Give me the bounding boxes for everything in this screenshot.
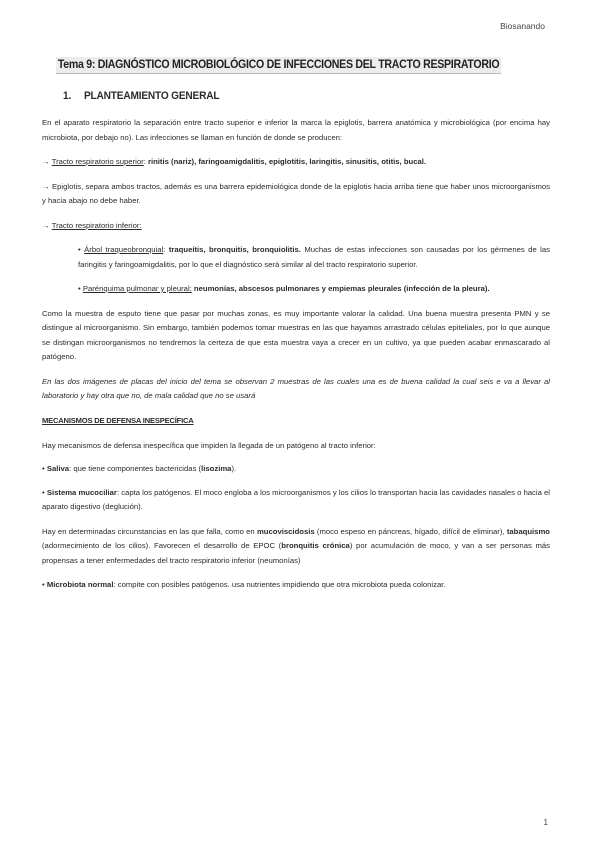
bullet-dot: • [78,284,83,293]
page-number: 1 [543,818,548,827]
separator: : [163,245,169,254]
text: (adormecimiento de los cilios). Favorecen el desarrollo de EPOC ( [42,541,282,550]
bullet-dot: • [42,464,47,473]
item-microbiota [42,578,550,593]
section-number: 1. [63,90,72,102]
item-text: ). [231,464,237,473]
item-text: : capta los patógenos. El moco engloba a los microorganismos y los cilios lo transportan hacia las cavidades nasales o hacia el aparato digestivo (deglución). [42,487,551,511]
lower-tract-label: Tracto respiratorio inferior: [51,220,142,230]
header-brand: Biosanando [500,21,545,31]
bullet-label: Árbol traqueobronquial [84,245,164,254]
arrow: → [42,157,52,166]
text: (moco espeso en páncreas, hígado, difícil de eliminar), [314,526,507,536]
paragraph-defense: Hay mecanismos de defensa inespecífica que impiden la llegada de un patógeno al tracto inferior: [42,440,376,450]
item-bold: lisozima [201,464,232,473]
document-page [42,55,550,593]
bullet-label: Parénquima pulmonar y pleural: [82,284,192,293]
paragraph-failures [42,525,550,569]
upper-tract-list: rinitis (nariz), faringoamigdalitis, epiglotitis, laringitis, sinusitis, otitis, bucal. [147,157,427,166]
bullet-bold: traqueítis, bronquitis, bronquiolitis. [168,245,301,254]
arrow: → [42,220,52,230]
section-heading-2: MECANISMOS DE DEFENSA INESPECÍFICA [42,415,194,425]
bullet-tracheobronchial [78,243,550,272]
paragraph-upper-tract [42,155,550,170]
bullet-parenchyma [78,282,550,297]
section-heading-1 [63,90,511,102]
item-bold: Saliva [46,464,70,473]
bold-term: bronquitis crónica [281,541,350,550]
bullet-dot: • [42,580,47,589]
paragraph-sputum: Como la muestra de esputo tiene que pasar por muchas zonas, es muy importante valorar la calidad. Una buena muestra presenta PMN y se distingue al microorganismo. Sin embargo, también podemos tomar muestras en las que hayamos arrastrado células epiteliales, por lo que aunque se distingan microorganismos no tendremos la certeza de que esta muestra vaya a crecer en un cultivo, ya que pueden acabar enmascarado al patógeno. [42,308,550,361]
text: Hay en determinadas circunstancias en las que falla, como en [42,526,257,536]
bold-term: mucoviscidosis [256,526,315,536]
bullet-dot: • [42,487,47,497]
section-title: PLANTEAMIENTO GENERAL [83,90,220,102]
item-bold: Microbiota normal [46,580,114,589]
item-mucociliary [42,486,550,515]
text: ) por acumulación de moco, y van a ser personas más propensas a tener enfermedades del tracto respiratorio inferior (neumonías) [42,541,551,565]
separator: : [143,157,148,166]
item-text: : que tiene componentes bactericidas ( [69,464,202,473]
bullet-dot: • [78,245,85,254]
paragraph-plates: En las dos imágenes de placas del inicio del tema se observan 2 muestras de las cuales una es de buena calidad la cual seis e va a llevar al laboratorio y hay otra que no, de mala calidad que no se usará [42,376,550,400]
bullet-bold: neumonías, abscesos pulmonares y empiemas pleurales (infección de la pleura). [191,284,490,293]
item-bold: Sistema mucociliar [46,487,117,497]
paragraph-intro: En el aparato respiratorio la separación entre tracto superior e inferior la marca la epiglotis, barrera anatómica y microbiológica (por encima hay microbiota, por debajo no). Las infecciones se llaman en función de donde se producen: [42,118,550,142]
upper-tract-label: Tracto respiratorio superior [51,157,144,166]
item-text: : compite con posibles patógenos. usa nutrientes impidiendo que otra microbiota pueda colonizar. [113,580,446,589]
item-saliva [42,462,550,477]
paragraph-epiglottis: → Epiglotis, separa ambos tractos, además es una barrera epidemiológica donde de la epiglotis hacia arriba tiene que haber unos microorganismos y hacia abajo no debe haber. [42,181,550,205]
bullet-text: Muchas de estas infecciones son causadas por los gérmenes de las faringitis y faringoamigdalitis, por lo que el diagnóstico será similar al del tracto respiratorio superior. [78,245,550,269]
bold-term: tabaquismo [506,526,550,536]
document-title: Tema 9: DIAGNÓSTICO MICROBIOLÓGICO DE INFECCIONES DEL TRACTO RESPIRATORIO [56,57,501,74]
paragraph-lower-tract [42,219,550,234]
title-wrapper [56,55,550,74]
